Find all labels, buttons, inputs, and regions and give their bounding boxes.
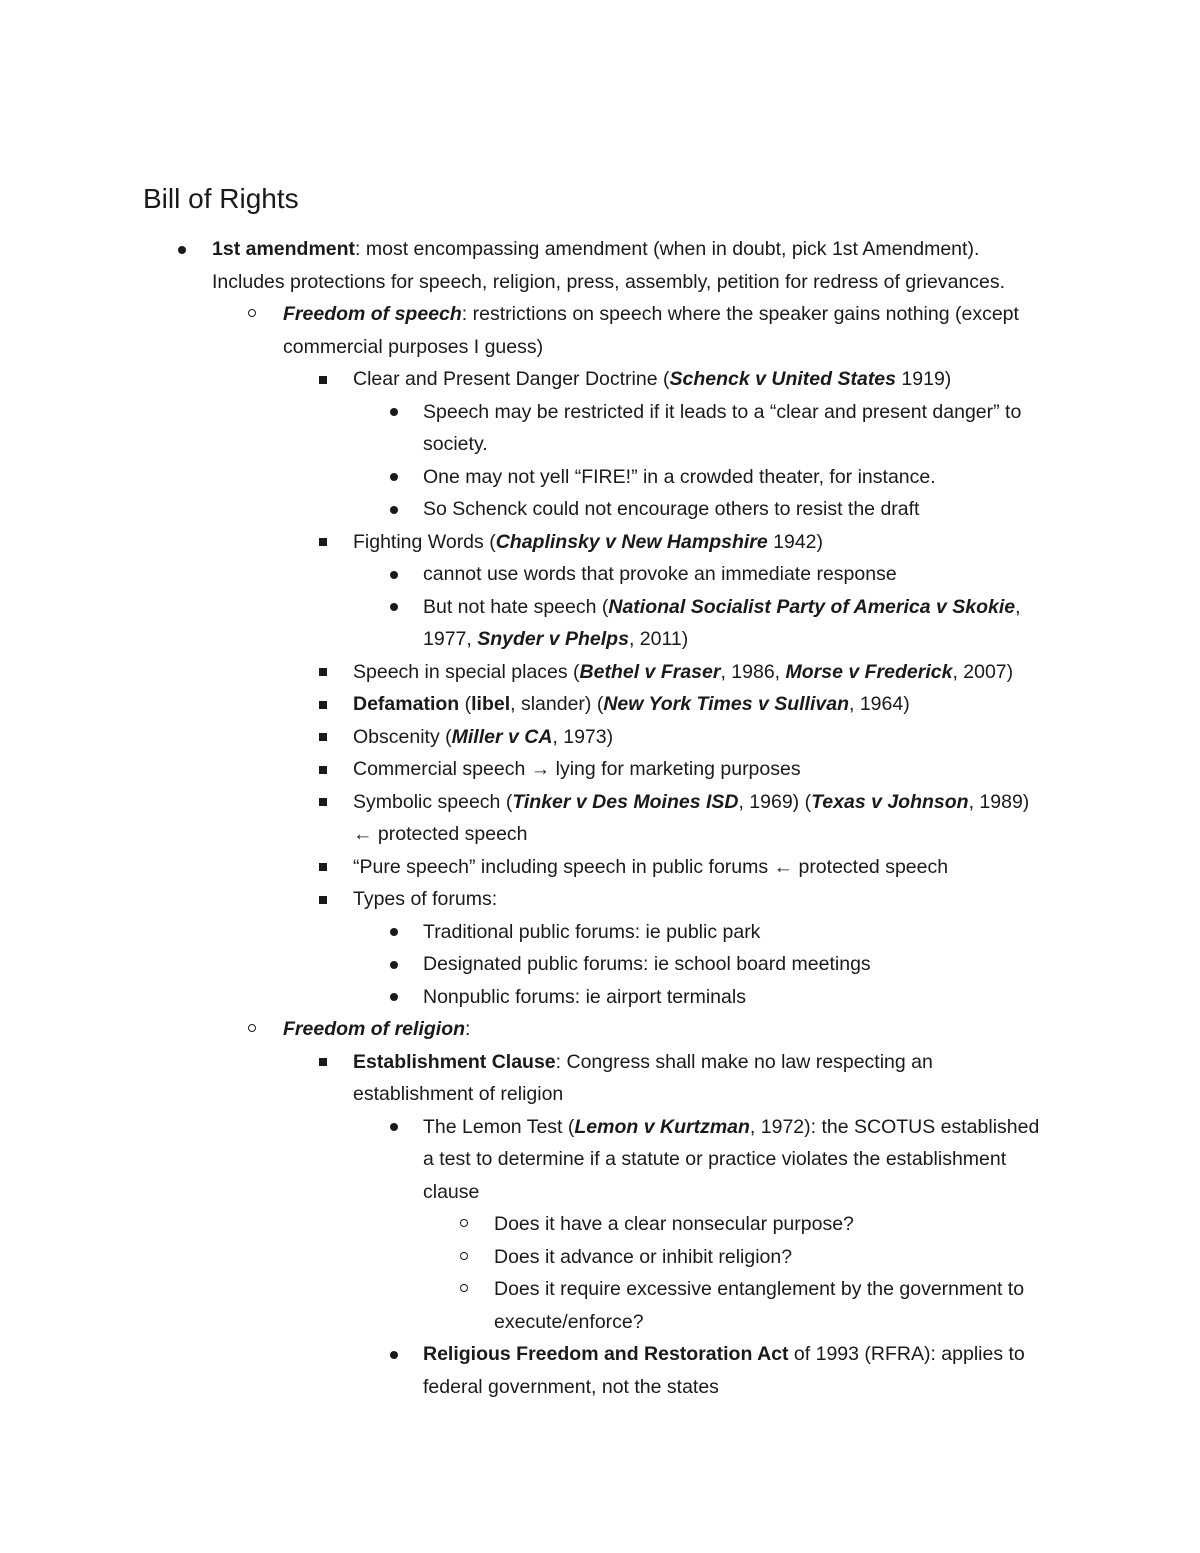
- list-item-hate-speech: [0, 591, 1053, 656]
- list-item-first-amendment: [0, 233, 1047, 298]
- bullet-square-icon: [319, 1058, 327, 1066]
- bullet-square-icon: [319, 896, 327, 904]
- item-text: Does it have a clear nonsecular purpose?: [494, 1213, 854, 1235]
- item-text: So Schenck could not encourage others to resist the draft: [423, 498, 920, 520]
- bullet-circle-icon: [460, 1219, 468, 1227]
- list-item: [0, 461, 1053, 494]
- list-item-special-places: [0, 656, 1048, 689]
- list-item: [0, 558, 1053, 591]
- list-item: [0, 1241, 1054, 1274]
- term-libel: libel: [471, 693, 511, 715]
- bullet-dot-icon: [390, 506, 398, 514]
- item-text: Obscenity (: [353, 725, 452, 748]
- item-text: Traditional public forums: ie public park: [423, 920, 761, 943]
- list-item-rfra: [0, 1338, 1053, 1403]
- item-text: , slander) (: [510, 693, 604, 715]
- bullet-square-icon: [319, 863, 327, 871]
- term-first-amendment: 1st amendment: [212, 238, 356, 260]
- bullet-dot-icon: [390, 1123, 398, 1131]
- list-item-pure-speech: [0, 851, 1048, 884]
- list-item: [0, 1208, 1054, 1241]
- case-name: New York Times v Sullivan: [603, 693, 849, 715]
- bullet-square-icon: [319, 766, 327, 774]
- item-text: cannot use words that provoke an immediate response: [423, 563, 897, 585]
- item-text: , 1989) ← protected speech: [353, 790, 1030, 845]
- case-name: Bethel v Fraser: [579, 660, 721, 683]
- bullet-dot-icon: [390, 1351, 398, 1359]
- item-text: : most encompassing amendment (when in doubt, pick 1st Amendment). Includes protections for speech, religion, press, assembly, petition for redress of grievances.: [212, 238, 1006, 293]
- bullet-circle-icon: [248, 309, 256, 317]
- item-text: But not hate speech (: [423, 595, 609, 618]
- list-item-commercial-speech: [0, 753, 1048, 786]
- list-item: [0, 948, 1053, 981]
- list-item: [0, 981, 1053, 1014]
- term-freedom-of-religion: Freedom of religion: [283, 1018, 466, 1040]
- bullet-dot-icon: [390, 603, 398, 611]
- term-establishment-clause: Establishment Clause: [353, 1050, 556, 1073]
- case-name: Morse v Frederick: [785, 660, 953, 683]
- list-item-freedom-of-religion: [0, 1013, 1048, 1046]
- bullet-square-icon: [319, 701, 327, 709]
- case-name: Chaplinsky v New Hampshire: [495, 530, 768, 553]
- list-item-lemon-test: [0, 1111, 1053, 1209]
- item-text: 1919): [896, 368, 952, 390]
- bullet-circle-icon: [460, 1284, 468, 1292]
- bullet-dot-icon: [390, 571, 398, 579]
- item-text: Does it require excessive entanglement by the government to execute/enforce?: [494, 1278, 1025, 1333]
- item-text: , 2007): [952, 660, 1014, 683]
- bullet-dot-icon: [390, 993, 398, 1001]
- bullet-circle-icon: [460, 1252, 468, 1260]
- item-text: Designated public forums: ie school board meetings: [423, 953, 871, 975]
- bullet-square-icon: [319, 733, 327, 741]
- item-text: Commercial speech → lying for marketing purposes: [353, 758, 801, 780]
- list-item: [0, 493, 1053, 526]
- list-item-fighting-words: [0, 526, 1048, 559]
- item-text: , 1977,: [423, 595, 1021, 650]
- term-freedom-of-speech: Freedom of speech: [283, 303, 462, 325]
- list-item-establishment-clause: [0, 1046, 1048, 1111]
- case-name: Schenck v United States: [669, 368, 896, 390]
- list-item-freedom-of-speech: [0, 298, 1048, 363]
- item-text: , 1973): [552, 725, 614, 748]
- item-text: Speech in special places (: [353, 660, 580, 683]
- item-text: Speech may be restricted if it leads to a “clear and present danger” to society.: [423, 400, 1022, 455]
- case-name: Tinker v Des Moines ISD: [512, 790, 739, 813]
- case-name: National Socialist Party of America v Skokie: [608, 595, 1016, 618]
- outline-list: [0, 233, 1200, 1403]
- item-text: Clear and Present Danger Doctrine (: [353, 368, 670, 390]
- bullet-dot-icon: [390, 928, 398, 936]
- item-text: , 1986,: [720, 660, 786, 683]
- case-name: Snyder v Phelps: [477, 628, 629, 650]
- item-text: , 2011): [628, 628, 689, 650]
- item-text: Symbolic speech (: [353, 790, 513, 813]
- list-item-defamation: [0, 688, 1048, 721]
- list-item: [0, 396, 1053, 461]
- item-text: (: [459, 693, 472, 715]
- term-defamation: Defamation: [353, 693, 460, 715]
- list-item: [0, 1273, 1054, 1338]
- list-item-clear-present-danger: [0, 363, 1048, 396]
- item-text: Types of forums:: [353, 888, 498, 910]
- bullet-square-icon: [319, 376, 327, 384]
- bullet-dot-icon: [178, 246, 186, 254]
- list-item-symbolic-speech: [0, 786, 1048, 851]
- page-title: Bill of Rights: [143, 183, 299, 214]
- item-text: Nonpublic forums: ie airport terminals: [423, 985, 746, 1008]
- case-name: Miller v CA: [451, 725, 553, 748]
- bullet-dot-icon: [390, 961, 398, 969]
- bullet-dot-icon: [390, 408, 398, 416]
- list-item-obscenity: [0, 721, 1048, 754]
- item-text: : Congress shall make no law respecting an establishment of religion: [353, 1050, 933, 1105]
- bullet-dot-icon: [390, 473, 398, 481]
- item-text: , 1964): [849, 693, 910, 715]
- item-text: The Lemon Test (: [423, 1115, 575, 1138]
- bullet-circle-icon: [248, 1024, 256, 1032]
- item-text: “Pure speech” including speech in public forums ← protected speech: [353, 855, 949, 878]
- bullet-square-icon: [319, 668, 327, 676]
- item-text: of 1993 (RFRA): applies to federal government, not the states: [423, 1343, 1025, 1398]
- list-item-types-of-forums: [0, 883, 1048, 916]
- bullet-square-icon: [319, 798, 327, 806]
- item-text: : restrictions on speech where the speaker gains nothing (except commercial purposes I guess): [283, 303, 1019, 358]
- list-item: [0, 916, 1053, 949]
- item-text: , 1972): the SCOTUS established a test to determine if a statute or practice violates the establishment clause: [423, 1115, 1040, 1203]
- item-text: , 1969) (: [738, 790, 812, 813]
- item-text: Fighting Words (: [353, 530, 496, 553]
- item-text: Does it advance or inhibit religion?: [494, 1245, 793, 1268]
- term-rfra: Religious Freedom and Restoration Act: [423, 1343, 789, 1365]
- item-text: :: [465, 1018, 471, 1040]
- bullet-square-icon: [319, 538, 327, 546]
- item-text: 1942): [767, 530, 824, 553]
- case-name: Lemon v Kurtzman: [574, 1115, 750, 1138]
- case-name: Texas v Johnson: [811, 790, 969, 813]
- item-text: One may not yell “FIRE!” in a crowded theater, for instance.: [423, 465, 936, 488]
